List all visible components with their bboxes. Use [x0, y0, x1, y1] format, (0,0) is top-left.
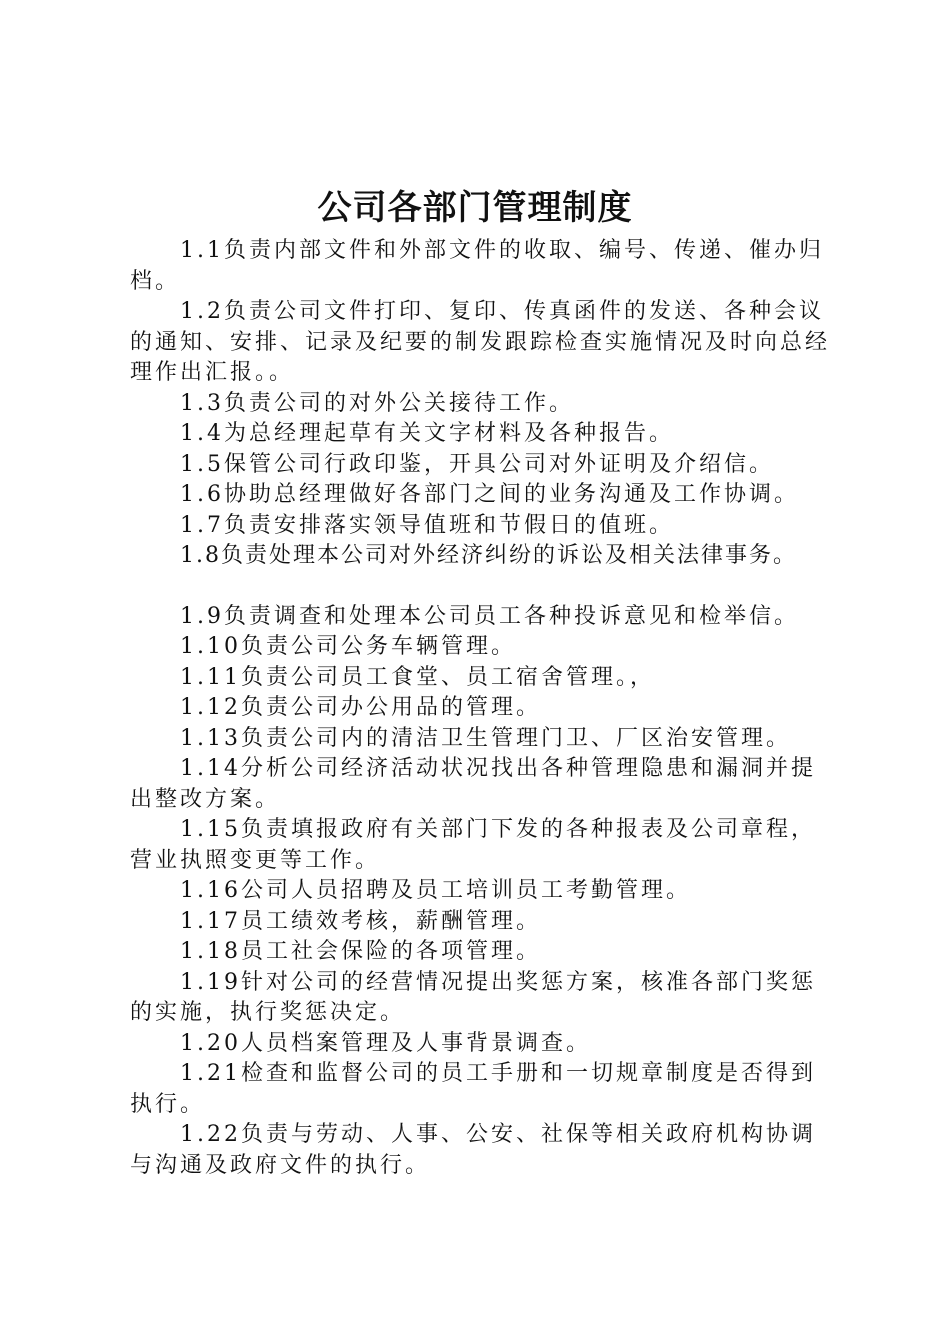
paragraph-1-11: 1.11负责公司员工食堂、员工宿舍管理。，: [180, 664, 655, 690]
paragraph-1-20: 1.20人员档案管理及人事背景调查。: [180, 1030, 591, 1056]
paragraph-1-14: 1.14分析公司经济活动状况找出各种管理隐患和漏洞并提出整改方案。: [130, 756, 816, 812]
paragraph-1-21: 1.21检查和监督公司的员工手册和一切规章制度是否得到执行。: [130, 1061, 816, 1117]
paragraph-1-12: 1.12负责公司办公用品的管理。: [180, 695, 541, 720]
paragraph-gap: [130, 572, 840, 602]
paragraph-1-2: 1.2负责公司文件打印、复印、传真函件的发送、各种会议的通知、安排、记录及纪要的制发跟踪检查实施情况及时向总经理作出汇报。。: [130, 299, 831, 385]
paragraph-1-13: 1.13负责公司内的清洁卫生管理门卫、厂区治安管理。: [180, 725, 791, 751]
paragraph-1-10: 1.10负责公司公务车辆管理。: [180, 634, 516, 659]
paragraph-1-19: 1.19针对公司的经营情况提出奖惩方案，核准各部门奖惩的实施，执行奖惩决定。: [130, 969, 816, 1025]
paragraph-1-22: 1.22负责与劳动、人事、公安、社保等相关政府机构协调与沟通及政府文件的执行。: [130, 1122, 816, 1178]
paragraph-1-3: 1.3负责公司的对外公关接待工作。: [180, 390, 574, 416]
paragraph-1-6: 1.6协助总经理做好各部门之间的业务沟通及工作协调。: [180, 482, 799, 507]
paragraph-1-16: 1.16公司人员招聘及员工培训员工考勤管理。: [180, 878, 691, 903]
paragraph-1-17: 1.17员工绩效考核，薪酬管理。: [180, 908, 541, 934]
paragraph-1-8: 1.8负责处理本公司对外经济纠纷的诉讼及相关法律事务。: [180, 543, 797, 568]
document-body: [130, 236, 840, 1181]
paragraph-1-18: 1.18员工社会保险的各项管理。: [180, 939, 541, 964]
paragraph-1-7: 1.7负责安排落实领导值班和节假日的值班。: [180, 512, 674, 538]
document-title: 公司各部门管理制度: [317, 188, 633, 228]
paragraph-1-1: 1.1负责内部文件和外部文件的收取、编号、传递、催办归档。: [130, 238, 824, 294]
paragraph-1-15: 1.15负责填报政府有关部门下发的各种报表及公司章程，营业执照变更等工作。: [130, 817, 816, 873]
paragraph-1-5: 1.5保管公司行政印鉴，开具公司对外证明及介绍信。: [180, 451, 774, 477]
paragraph-1-4: 1.4为总经理起草有关文字材料及各种报告。: [180, 421, 674, 446]
paragraph-1-9: 1.9负责调查和处理本公司员工各种投诉意见和检举信。: [180, 603, 799, 629]
